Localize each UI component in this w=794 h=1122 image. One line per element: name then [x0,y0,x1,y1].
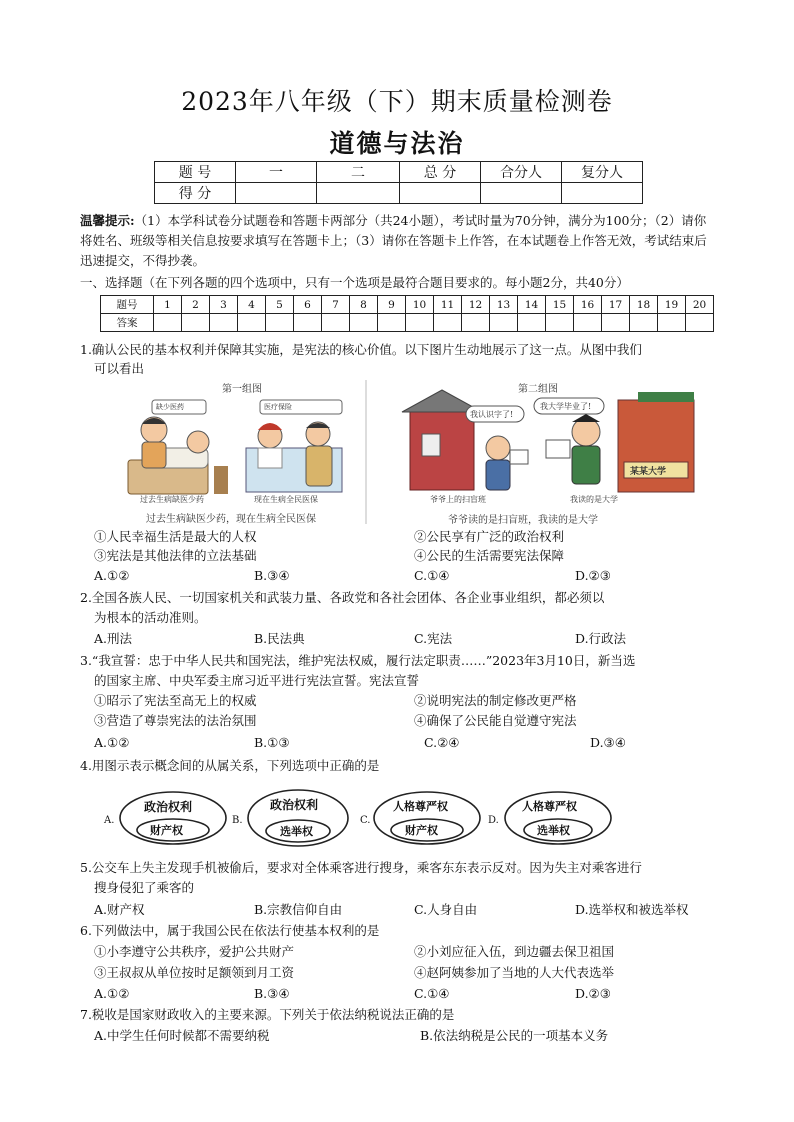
answer-blank-cell[interactable] [294,314,322,332]
q4-outer-label-a: 政治权利 [144,800,193,814]
answer-table [100,295,714,332]
answer-number-cell: 14 [518,296,546,314]
answer-number-cell: 6 [294,296,322,314]
q4-letter-c: C. [360,815,371,826]
answer-blank-cell[interactable] [238,314,266,332]
fig2-caption: 爷爷读的是扫盲班，我读的是大学 [448,515,598,526]
q1-option-b[interactable]: B.③④ [254,568,290,583]
score-blank[interactable] [400,183,481,204]
q3-option-b[interactable]: B.①③ [254,735,290,750]
q5-stem: 5.公交车上失主发现手机被偷后，要求对全体乘客进行搜身，乘客东东表示反对。因为失主对乘客进行 [80,860,642,875]
answer-blank-cell[interactable] [266,314,294,332]
q6-statement-1: ①小李遵守公共秩序，爱护公共财产 [94,944,295,959]
subject-title: 道德与法治 [329,129,465,158]
answer-number-cell: 4 [238,296,266,314]
score-blank[interactable] [562,183,643,204]
fig1-bubble: 医疗保险 [264,403,292,411]
q1-stem: 1.确认公民的基本权利并保障其实施，是宪法的核心价值。以下图片生动地展示了这一点。从图中我们 [80,342,642,357]
q1-statement-2: ②公民享有广泛的政治权利 [414,529,565,544]
q6-option-d[interactable]: D.②③ [575,986,611,1001]
q3-option-c[interactable]: C.②④ [424,735,460,750]
answer-row-label: 题号 [101,296,154,314]
q1-option-c[interactable]: C.①④ [414,568,450,583]
answer-blank-cell[interactable] [490,314,518,332]
answer-blank-cell[interactable] [154,314,182,332]
answer-row-label: 答案 [101,314,154,332]
answer-blank-cell[interactable] [574,314,602,332]
q1-option-d[interactable]: D.②③ [575,568,611,583]
answer-blank-cell[interactable] [630,314,658,332]
answer-blank-cell[interactable] [686,314,714,332]
q2-stem-cont: 为根本的活动准则。 [94,610,207,625]
q6-option-c[interactable]: C.①④ [414,986,450,1001]
insurance-scene-illustration [246,400,342,492]
q3-option-d[interactable]: D.③④ [590,735,626,750]
fig2-bubble-2: 我大学毕业了! [540,402,592,411]
q5-option-d[interactable]: D.选举权和被选举权 [575,902,689,917]
answer-blank-cell[interactable] [658,314,686,332]
q7-stem: 7.税收是国家财政收入的主要来源。下列关于依法纳税说法正确的是 [80,1007,455,1022]
score-cell: 得 分 [155,183,236,204]
section-heading: 一、选择题（在下列各题的四个选项中，只有一个选项是最符合题目要求的。每小题2分，共40分） [80,275,629,290]
score-cell: 合分人 [481,162,562,183]
q6-statement-3: ③王叔叔从单位按时足额领到月工资 [94,965,295,980]
q4-outer-label-c: 人格尊严权 [393,800,448,813]
answer-blank-cell[interactable] [406,314,434,332]
q1-statement-1: ①人民幸福生活是最大的人权 [94,529,257,544]
answer-blank-cell[interactable] [210,314,238,332]
answer-blank-cell[interactable] [350,314,378,332]
q6-option-a[interactable]: A.①② [94,986,130,1001]
q2-stem: 2.全国各族人民、一切国家机关和武装力量、各政党和各社会团体、各企业事业组织，都必须以 [80,590,605,605]
q3-statement-1: ①昭示了宪法至高无上的权威 [94,693,257,708]
answer-number-cell: 8 [350,296,378,314]
sick-scene-illustration [128,400,228,494]
q7-option-a[interactable]: A.中学生任何时候都不需要纳税 [94,1028,270,1043]
score-blank[interactable] [236,183,317,204]
fig1-sub-b: 现在生病全民医保 [254,495,318,504]
score-cell: 题 号 [155,162,236,183]
q4-inner-label-d: 选举权 [537,824,570,837]
answer-number-cell: 3 [210,296,238,314]
answer-number-cell: 17 [602,296,630,314]
q1-stem-cont: 可以看出 [94,361,145,376]
q1-illustrations [118,378,714,526]
q4-letter-a: A. [104,815,115,826]
fig2-sub-a: 爷爷上的扫盲班 [430,495,486,504]
fig2-title: 第二组图 [518,384,558,395]
q3-option-a[interactable]: A.①② [94,735,130,750]
answer-number-cell: 1 [154,296,182,314]
q2-option-a[interactable]: A.刑法 [94,631,133,646]
score-cell: 总 分 [400,162,481,183]
exam-title: 2023年八年级（下）期末质量检测卷 [181,87,613,116]
answer-number-cell: 5 [266,296,294,314]
q5-option-b[interactable]: B.宗教信仰自由 [254,902,343,917]
answer-blank-cell[interactable] [378,314,406,332]
q4-inner-label-b: 选举权 [280,825,313,838]
q5-stem-cont: 搜身侵犯了乘客的 [94,880,195,895]
fig2-bubble-1: 我认识字了! [470,410,514,419]
q5-option-c[interactable]: C.人身自由 [414,902,478,917]
q6-stem: 6.下列做法中，属于我国公民在依法行使基本权利的是 [80,923,380,938]
score-cell: 一 [236,162,317,183]
q3-statement-4: ④确保了公民能自觉遵守宪法 [414,713,577,728]
answer-number-cell: 11 [434,296,462,314]
q4-outer-label-d: 人格尊严权 [522,800,577,813]
answer-number-cell: 18 [630,296,658,314]
literacy-class-illustration [402,390,528,490]
q4-inner-label-a: 财产权 [150,824,183,837]
answer-number-cell: 2 [182,296,210,314]
answer-number-cell: 13 [490,296,518,314]
q3-stem-cont: 的国家主席、中央军委主席习近平进行宪法宣誓。宪法宣誓 [94,673,420,688]
q6-statement-4: ④赵阿姨参加了当地的人大代表选举 [414,965,615,980]
q4-stem: 4.用图示表示概念间的从属关系，下列选项中正确的是 [80,758,380,773]
answer-number-cell: 20 [686,296,714,314]
answer-blank-cell[interactable] [434,314,462,332]
score-cell: 复分人 [562,162,643,183]
q6-statement-2: ②小刘应征入伍，到边疆去保卫祖国 [414,944,615,959]
q7-option-b[interactable]: B.依法纳税是公民的一项基本义务 [420,1028,609,1043]
school-sign: 某某大学 [630,467,667,477]
answer-blank-cell[interactable] [182,314,210,332]
fig2-sub-b: 我读的是大学 [570,495,618,504]
answer-blank-cell[interactable] [518,314,546,332]
score-blank[interactable] [317,183,400,204]
tips [80,211,716,271]
q3-stem: 3.“我宣誓：忠于中华人民共和国宪法，维护宪法权威，履行法定职责……”2023年3月10日，新当选 [80,653,636,668]
score-table [154,161,643,204]
q1-option-a[interactable]: A.①② [94,568,130,583]
answer-number-cell: 15 [546,296,574,314]
answer-blank-cell[interactable] [602,314,630,332]
answer-number-cell: 7 [322,296,350,314]
tips-label: 温馨提示: [80,213,135,228]
q6-option-b[interactable]: B.③④ [254,986,290,1001]
q2-option-c[interactable]: C.宪法 [414,631,453,646]
fig1-bubble: 缺少医药 [156,403,184,411]
q1-cartoon [118,378,714,526]
score-blank[interactable] [481,183,562,204]
answer-number-cell: 12 [462,296,490,314]
score-cell: 二 [317,162,400,183]
tips-text: （1）本学科试卷分试题卷和答题卡两部分（共24小题），考试时量为70分钟，满分为100分；（2）请你将姓名、班级等相关信息按要求填写在答题卡上；（3）请你在答题卡上作答，在本试题卷上作答无效，考试结束后迅速提交，不得抄袭。 [80,213,707,268]
answer-blank-cell[interactable] [462,314,490,332]
q4-inner-label-c: 财产权 [405,824,438,837]
answer-number-cell: 19 [658,296,686,314]
answer-blank-cell[interactable] [322,314,350,332]
q1-statement-4: ④公民的生活需要宪法保障 [414,548,565,563]
fig1-caption: 过去生病缺医少药，现在生病全民医保 [146,514,316,525]
q3-statement-3: ③营造了尊崇宪法的法治氛围 [94,713,257,728]
q4-letter-b: B. [232,815,243,826]
q5-option-a[interactable]: A.财产权 [94,902,145,917]
q2-option-d[interactable]: D.行政法 [575,631,627,646]
answer-number-cell: 16 [574,296,602,314]
q2-option-b[interactable]: B.民法典 [254,631,305,646]
q4-letter-d: D. [488,815,499,826]
q1-statement-3: ③宪法是其他法律的立法基础 [94,548,257,563]
q3-statement-2: ②说明宪法的制定修改更严格 [414,693,577,708]
fig1-sub-a: 过去生病缺医少药 [140,495,204,504]
q4-outer-label-b: 政治权利 [270,798,319,812]
fig1-title: 第一组图 [222,384,262,395]
answer-number-cell: 9 [378,296,406,314]
answer-number-cell: 10 [406,296,434,314]
answer-blank-cell[interactable] [546,314,574,332]
